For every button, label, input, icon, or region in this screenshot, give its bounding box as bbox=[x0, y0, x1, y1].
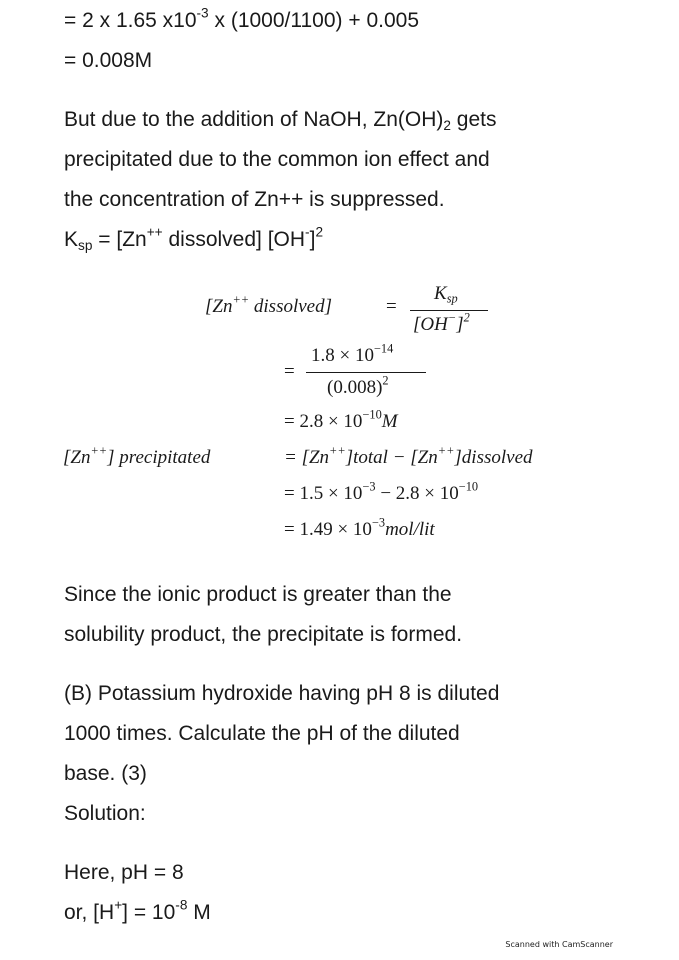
question-b-line-2: 1000 times. Calculate the pH of the diluted bbox=[64, 722, 460, 745]
fraction-bar bbox=[306, 372, 426, 373]
para1-line-2: precipitated due to the common ion effect and bbox=[64, 148, 490, 171]
calc-line-1: = 2 x 1.65 $x10^{-3}$ x (1000/1100) + 0.005 bbox=[64, 5, 420, 32]
final-result-line: = $1.49 \times 10^{-3}mol$/lit bbox=[284, 515, 435, 540]
fraction-denominator: $(0.008)^2$ bbox=[327, 373, 389, 398]
para2-line-1: Since the ionic product is greater than the bbox=[64, 583, 452, 606]
para2-line-2: solubility product, the precipitate is formed. bbox=[64, 623, 463, 646]
question-b-line-1: (B) Potassium hydroxide having pH 8 is diluted bbox=[64, 682, 500, 705]
calc-line-2: = 0.008M bbox=[64, 49, 153, 72]
para1-line-1: But due to the addition of NaOH, $Zn(OH)_2$ gets bbox=[64, 108, 497, 134]
solution-heading: Solution: bbox=[64, 802, 146, 825]
ksp-denominator: $[OH^-]^2$ bbox=[413, 310, 470, 335]
fraction-numerator: $1.8 \times 10^{-14}$ bbox=[311, 341, 394, 366]
equals-sign: = bbox=[386, 296, 397, 317]
h-concentration-line: or, $[H^+] = 10^{-8}$ M bbox=[64, 897, 211, 924]
question-b-line-3: base. (3) bbox=[64, 762, 147, 785]
para1-line-3: the concentration of Zn++ is suppressed. bbox=[64, 188, 445, 211]
equals-sign: = bbox=[284, 361, 295, 382]
ph-given-line: Here, pH = 8 bbox=[64, 861, 184, 884]
zn-precipitated-rhs: = [Zn++]total − [Zn++]dissolved bbox=[284, 443, 533, 468]
scanner-watermark: Scanned with CamScanner bbox=[505, 940, 613, 949]
ksp-numerator: $K_{sp}$ bbox=[434, 283, 458, 306]
result-line: = $2.8 \times 10^{-10}M$ bbox=[284, 407, 398, 432]
ksp-expression: $K_{sp} = [Zn^{++}$ dissolved] $[OH^-]^2$ bbox=[64, 224, 324, 254]
zn-precipitated-lhs: [Zn++] precipitated bbox=[63, 443, 211, 468]
zn-dissolved-lhs: [Zn++ dissolved] bbox=[205, 292, 332, 317]
subtraction-line: = $1.5 \times 10^{-3} - 2.8 \times 10^{-10}$ bbox=[284, 479, 479, 504]
